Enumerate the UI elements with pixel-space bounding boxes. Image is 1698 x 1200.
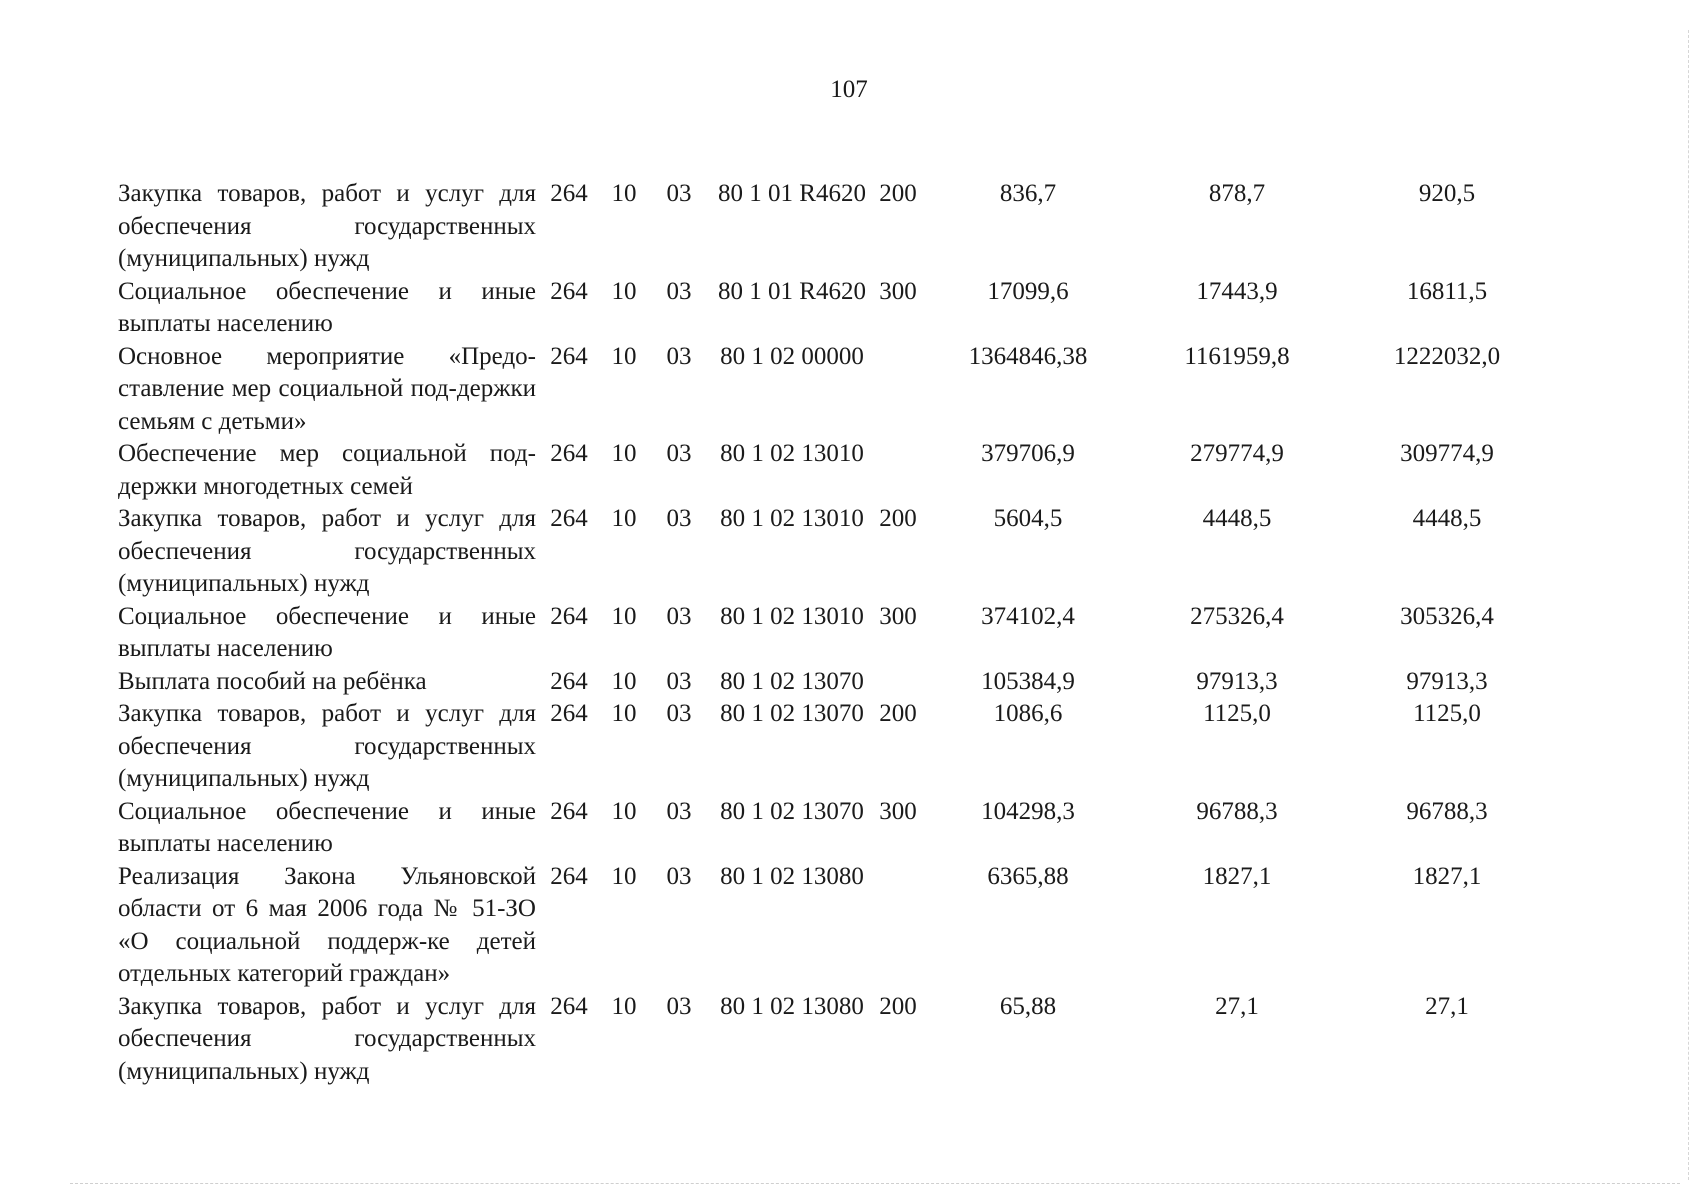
page-number: 107 <box>830 76 868 103</box>
row-pr: 03 <box>666 700 692 727</box>
row-name: Реализация Закона Ульяновской области от 6 мая 2006 года № 51-ЗО «О социальной поддерж-ке детей отдельных категорий граждан» <box>118 862 536 987</box>
row-sum-1: 836,7 <box>999 180 1057 207</box>
row-name: Закупка товаров, работ и услуг для обеспечения государственных (муниципальных) нужд <box>118 505 536 597</box>
table-row <box>118 601 1552 666</box>
row-sum-3: 1222032,0 <box>1393 342 1501 370</box>
row-ved: 264 <box>550 700 588 727</box>
row-ved: 264 <box>550 277 588 305</box>
row-sum-3: 305326,4 <box>1400 602 1494 630</box>
row-sum-3: 96788,3 <box>1406 797 1488 825</box>
row-sum-2: 275326,4 <box>1190 602 1284 630</box>
row-ved: 264 <box>550 602 588 630</box>
row-csr: 80 1 02 13070 <box>720 700 864 727</box>
row-ved: 264 <box>550 667 588 695</box>
row-sum-3: 97913,3 <box>1406 667 1488 695</box>
row-name: Закупка товаров, работ и услуг для обеспечения государственных (муниципальных) нужд <box>118 180 536 272</box>
table-row <box>118 991 1552 1089</box>
row-ved: 264 <box>550 862 588 890</box>
row-sum-3: 920,5 <box>1418 180 1476 207</box>
row-csr: 80 1 01 R4620 <box>718 277 866 305</box>
row-rz: 10 <box>611 277 637 305</box>
row-sum-3: 27,1 <box>1425 992 1469 1020</box>
row-sum-3: 309774,9 <box>1400 440 1494 467</box>
row-sum-1: 17099,6 <box>987 277 1069 305</box>
row-sum-1: 104298,3 <box>981 797 1075 825</box>
row-sum-1: 5604,5 <box>993 505 1063 532</box>
row-sum-3: 4448,5 <box>1412 505 1482 532</box>
row-sum-3: 1125,0 <box>1413 700 1481 727</box>
row-pr: 03 <box>666 862 692 890</box>
row-vr <box>872 341 924 439</box>
row-ved: 264 <box>550 180 588 207</box>
row-sum-2: 1827,1 <box>1202 862 1272 890</box>
row-pr: 03 <box>666 342 692 370</box>
row-ved: 264 <box>550 342 588 370</box>
row-csr: 80 1 02 13010 <box>720 602 864 630</box>
row-rz: 10 <box>611 180 637 207</box>
row-vr: 300 <box>879 797 917 825</box>
row-name: Закупка товаров, работ и услуг для обеспечения государственных (муниципальных) нужд <box>118 992 536 1085</box>
row-sum-1: 65,88 <box>999 992 1057 1020</box>
row-name: Основное мероприятие «Предо-ставление мер социальной под-держки семьям с детьми» <box>118 342 536 435</box>
row-sum-1: 1086,6 <box>993 700 1063 727</box>
row-rz: 10 <box>611 700 637 727</box>
table-row <box>118 178 1552 276</box>
row-sum-2: 96788,3 <box>1196 797 1278 825</box>
row-vr: 300 <box>879 602 917 630</box>
row-rz: 10 <box>611 342 637 370</box>
row-sum-2: 279774,9 <box>1190 440 1284 467</box>
row-sum-3: 1827,1 <box>1412 862 1482 890</box>
row-pr: 03 <box>666 602 692 630</box>
table-row <box>118 341 1552 439</box>
table-row <box>118 666 1552 699</box>
row-pr: 03 <box>666 505 692 532</box>
row-vr <box>872 666 924 699</box>
row-sum-2: 1161959,8 <box>1184 342 1290 370</box>
row-rz: 10 <box>611 862 637 890</box>
row-sum-2: 4448,5 <box>1202 505 1272 532</box>
row-sum-1: 6365,88 <box>987 862 1069 890</box>
row-ved: 264 <box>550 992 588 1020</box>
row-pr: 03 <box>666 667 692 695</box>
row-rz: 10 <box>611 440 637 467</box>
row-sum-2: 97913,3 <box>1196 667 1278 695</box>
row-csr: 80 1 02 13070 <box>720 667 864 695</box>
table-row <box>118 796 1552 861</box>
row-pr: 03 <box>666 440 692 467</box>
row-sum-1: 374102,4 <box>981 602 1075 630</box>
row-vr <box>872 861 924 991</box>
scan-edge-line <box>1688 30 1689 1180</box>
row-vr: 300 <box>879 277 917 305</box>
table-row <box>118 276 1552 341</box>
row-rz: 10 <box>611 797 637 825</box>
row-vr: 200 <box>879 180 917 207</box>
row-vr: 200 <box>879 505 917 532</box>
scan-edge-line <box>70 1183 1680 1184</box>
row-name: Социальное обеспечение и иные выплаты населению <box>118 602 536 662</box>
table-row <box>118 503 1552 601</box>
row-csr: 80 1 02 13010 <box>720 505 864 532</box>
row-vr: 200 <box>879 992 917 1020</box>
table-row <box>118 438 1552 503</box>
row-rz: 10 <box>611 602 637 630</box>
row-csr: 80 1 02 13070 <box>720 797 864 825</box>
row-sum-1: 379706,9 <box>981 440 1075 467</box>
row-sum-2: 17443,9 <box>1196 277 1278 305</box>
row-ved: 264 <box>550 505 588 532</box>
row-vr <box>872 438 924 503</box>
row-name: Выплата пособий на ребёнка <box>118 667 427 695</box>
row-csr: 80 1 02 00000 <box>720 342 864 370</box>
row-name: Социальное обеспечение и иные выплаты населению <box>118 277 536 337</box>
row-name: Социальное обеспечение и иные выплаты населению <box>118 797 536 857</box>
row-sum-2: 878,7 <box>1208 180 1266 207</box>
row-csr: 80 1 01 R4620 <box>718 180 866 207</box>
row-ved: 264 <box>550 797 588 825</box>
row-vr: 200 <box>879 700 917 727</box>
budget-table <box>118 178 1552 1088</box>
row-csr: 80 1 02 13080 <box>720 992 864 1020</box>
row-pr: 03 <box>666 277 692 305</box>
row-ved: 264 <box>550 440 588 467</box>
row-pr: 03 <box>666 797 692 825</box>
row-csr: 80 1 02 13010 <box>720 440 864 467</box>
table-row <box>118 698 1552 796</box>
row-sum-1: 105384,9 <box>981 667 1075 695</box>
row-rz: 10 <box>611 505 637 532</box>
row-pr: 03 <box>666 180 692 207</box>
table-row <box>118 861 1552 991</box>
row-pr: 03 <box>666 992 692 1020</box>
row-sum-3: 16811,5 <box>1406 277 1488 305</box>
row-sum-2: 1125,0 <box>1203 700 1271 727</box>
row-sum-1: 1364846,38 <box>968 342 1088 370</box>
row-rz: 10 <box>611 992 637 1020</box>
row-name: Закупка товаров, работ и услуг для обеспечения государственных (муниципальных) нужд <box>118 700 536 792</box>
row-name: Обеспечение мер социальной под-держки многодетных семей <box>118 440 536 500</box>
row-sum-2: 27,1 <box>1215 992 1259 1020</box>
row-csr: 80 1 02 13080 <box>720 862 864 890</box>
row-rz: 10 <box>611 667 637 695</box>
